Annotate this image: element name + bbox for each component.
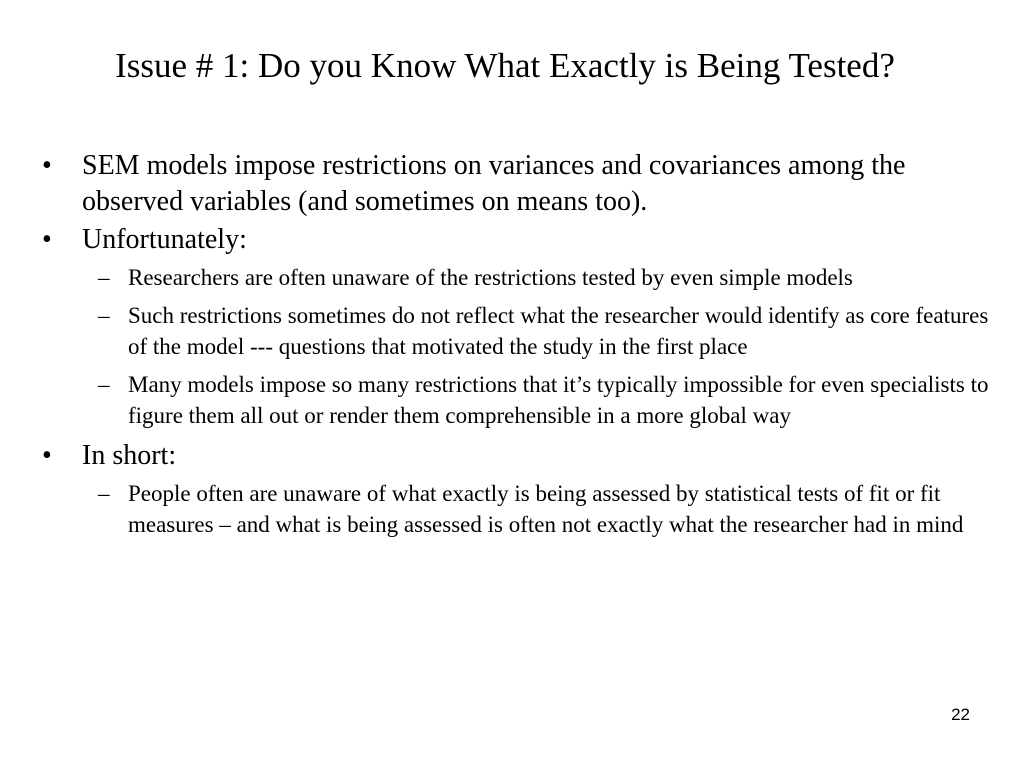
- sub-bullet-item: [42, 478, 992, 540]
- sub-bullet-item: [42, 300, 992, 362]
- sub-bullet-text: Such restrictions sometimes do not reflect what the researcher would identify as core features of the model --- questions that motivated the study in the first place: [128, 303, 989, 359]
- bullet-item: [42, 222, 992, 258]
- bullet-text: SEM models impose restrictions on variances and covariances among the observed variables (and sometimes on means too).: [82, 150, 906, 217]
- sub-bullet-marker: –: [98, 481, 110, 506]
- bullet-marker: •: [42, 150, 52, 181]
- bullet-item: [42, 148, 992, 220]
- bullet-marker: •: [42, 440, 52, 471]
- bullet-list: [42, 148, 992, 547]
- bullet-text: In short:: [82, 440, 177, 471]
- sub-bullet-text: Researchers are often unaware of the restrictions tested by even simple models: [128, 265, 853, 290]
- slide-title: Issue # 1: Do you Know What Exactly is Being Tested?: [115, 46, 895, 85]
- sub-bullet-item: [42, 369, 992, 431]
- sub-bullet-text: People often are unaware of what exactly is being assessed by statistical tests of fit or fit measures – and what is being assessed is often not exactly what the researcher had in mind: [128, 481, 964, 537]
- sub-bullet-text: Many models impose so many restrictions that it’s typically impossible for even specialists to figure them all out or render them comprehensible in a more global way: [128, 372, 989, 428]
- bullet-marker: •: [42, 224, 52, 255]
- page-number: 22: [951, 705, 970, 724]
- sub-bullet-marker: –: [98, 303, 110, 328]
- sub-bullet-marker: –: [98, 265, 110, 290]
- bullet-text: Unfortunately:: [82, 224, 247, 255]
- sub-bullet-list: [42, 478, 992, 540]
- sub-bullet-item: [42, 262, 992, 293]
- sub-bullet-list: [42, 262, 992, 431]
- sub-bullet-marker: –: [98, 372, 110, 397]
- bullet-item: [42, 438, 992, 474]
